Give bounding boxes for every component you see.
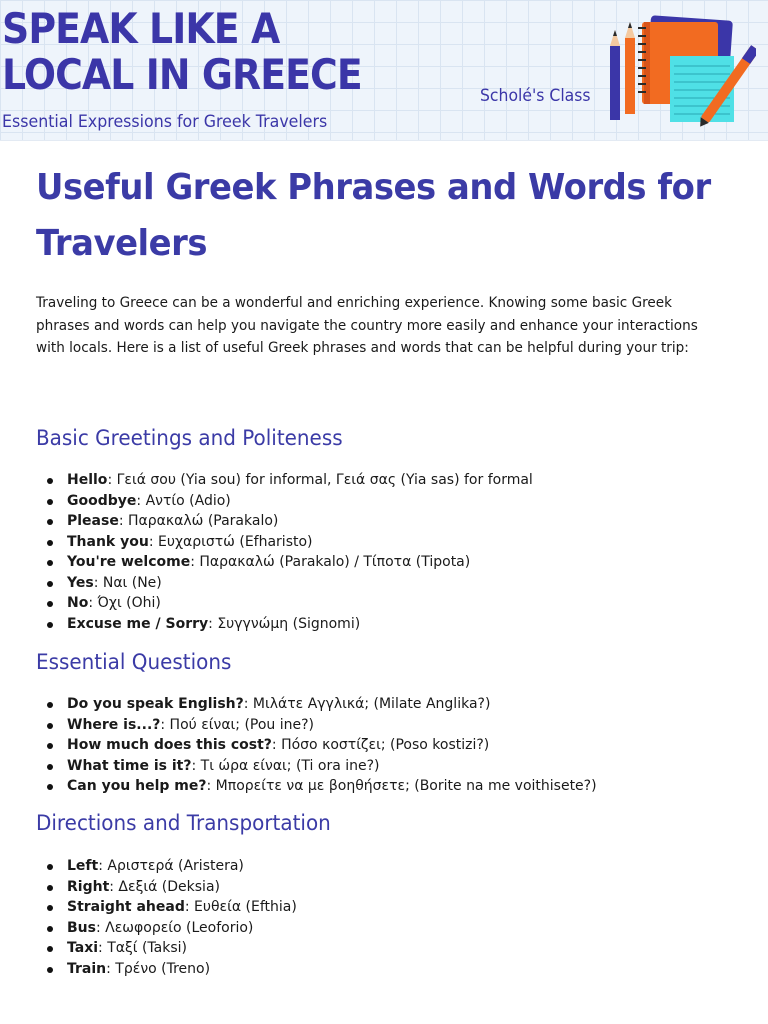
list-item	[36, 491, 533, 512]
phrase-term: Train	[67, 960, 107, 977]
phrase-term: Where is...?	[67, 716, 161, 733]
header-banner	[0, 0, 768, 141]
list-item	[36, 715, 597, 736]
phrase-translation: : Συγγνώμη (Signomi)	[208, 615, 361, 632]
phrase-translation: : Αριστερά (Aristera)	[98, 858, 244, 874]
phrase-translation: : Γειά σου (Yia sou) for informal, Γειά σας (Yia sas) for formal	[107, 472, 533, 488]
phrase-translation: : Μπορείτε να με βοηθήσετε; (Borite na me voithisete?)	[206, 778, 597, 794]
phrase-list	[36, 694, 597, 797]
section-directions-transportation	[36, 809, 346, 979]
banner-title: SPEAK LIKE A LOCAL IN GREECE	[2, 4, 362, 99]
list-item	[36, 918, 346, 939]
phrase-term: Bus	[67, 919, 96, 936]
list-item	[36, 552, 533, 573]
phrase-translation: : Λεωφορείο (Leoforio)	[95, 919, 254, 936]
list-item	[36, 470, 533, 491]
phrase-term: Straight ahead	[67, 899, 185, 915]
phrase-translation: : Πού είναι; (Pou ine?)	[160, 716, 315, 733]
list-item	[36, 532, 533, 553]
phrase-translation: : Ευχαριστώ (Efharisto)	[148, 533, 313, 550]
banner-subtitle: Essential Expressions for Greek Travelers	[2, 112, 328, 132]
phrase-translation: : Πόσο κοστίζει; (Poso kostizi?)	[271, 737, 490, 753]
page-title: Useful Greek Phrases and Words for Travelers	[36, 167, 711, 264]
phrase-term: Excuse me / Sorry	[67, 615, 209, 632]
phrase-term: Can you help me?	[67, 778, 207, 794]
phrase-translation: : Παρακαλώ (Parakalo) / Τίποτα (Tipota)	[190, 554, 471, 570]
phrase-term: You're welcome	[67, 554, 191, 570]
list-item	[36, 756, 597, 777]
main-content	[36, 160, 736, 977]
phrase-list	[36, 470, 533, 634]
phrase-translation: : Ναι (Ne)	[93, 574, 162, 591]
phrase-translation: : Δεξιά (Deksia)	[109, 878, 220, 895]
phrase-term: No	[67, 595, 89, 611]
phrase-term: Goodbye	[67, 492, 137, 509]
list-item	[36, 776, 597, 797]
phrase-translation: : Όχι (Ohi)	[88, 595, 161, 611]
phrase-term: Do you speak English?	[67, 696, 244, 712]
phrase-translation: : Ταξί (Taksi)	[98, 940, 188, 956]
section-heading: Basic Greetings and Politeness	[36, 426, 343, 450]
list-item	[36, 511, 533, 532]
intro-paragraph: Traveling to Greece can be a wonderful and enriching experience. Knowing some basic Greek phrases and words can help you navigate the country more easily and enhance your interactions with locals. Here is a list of useful Greek phrases and words that can be helpful during your trip:	[36, 295, 698, 356]
list-item	[36, 938, 346, 959]
phrase-term: Right	[67, 878, 110, 895]
section-essential-questions	[36, 648, 597, 797]
phrase-term: How much does this cost?	[67, 737, 272, 753]
phrase-translation: : Ευθεία (Efthia)	[184, 899, 297, 915]
phrase-translation: : Τι ώρα είναι; (Ti ora ine?)	[191, 757, 380, 774]
phrase-term: Please	[67, 513, 119, 529]
list-item	[36, 573, 533, 594]
list-item	[36, 959, 346, 980]
list-item	[36, 614, 533, 635]
list-item	[36, 897, 346, 918]
phrase-translation: : Αντίο (Adio)	[136, 492, 231, 509]
phrase-list	[36, 856, 346, 979]
section-heading: Essential Questions	[36, 650, 232, 674]
list-item	[36, 735, 597, 756]
phrase-translation: : Παρακαλώ (Parakalo)	[118, 513, 279, 529]
phrase-term: Yes	[67, 574, 94, 591]
phrase-term: Left	[67, 858, 99, 874]
phrase-translation: : Μιλάτε Αγγλικά; (Milate Anglika?)	[243, 696, 491, 712]
list-item	[36, 856, 346, 877]
phrase-term: Thank you	[67, 533, 149, 550]
section-heading: Directions and Transportation	[36, 811, 331, 835]
phrase-term: Hello	[67, 472, 108, 488]
list-item	[36, 877, 346, 898]
class-name: Scholé's Class	[480, 86, 591, 106]
list-item	[36, 694, 597, 715]
list-item	[36, 593, 533, 614]
phrase-term: What time is it?	[67, 757, 192, 774]
stationery-notebook-pencils-icon	[604, 12, 756, 136]
phrase-translation: : Τρένο (Treno)	[106, 960, 211, 977]
section-basic-greetings	[36, 424, 533, 634]
phrase-term: Taxi	[67, 940, 99, 956]
